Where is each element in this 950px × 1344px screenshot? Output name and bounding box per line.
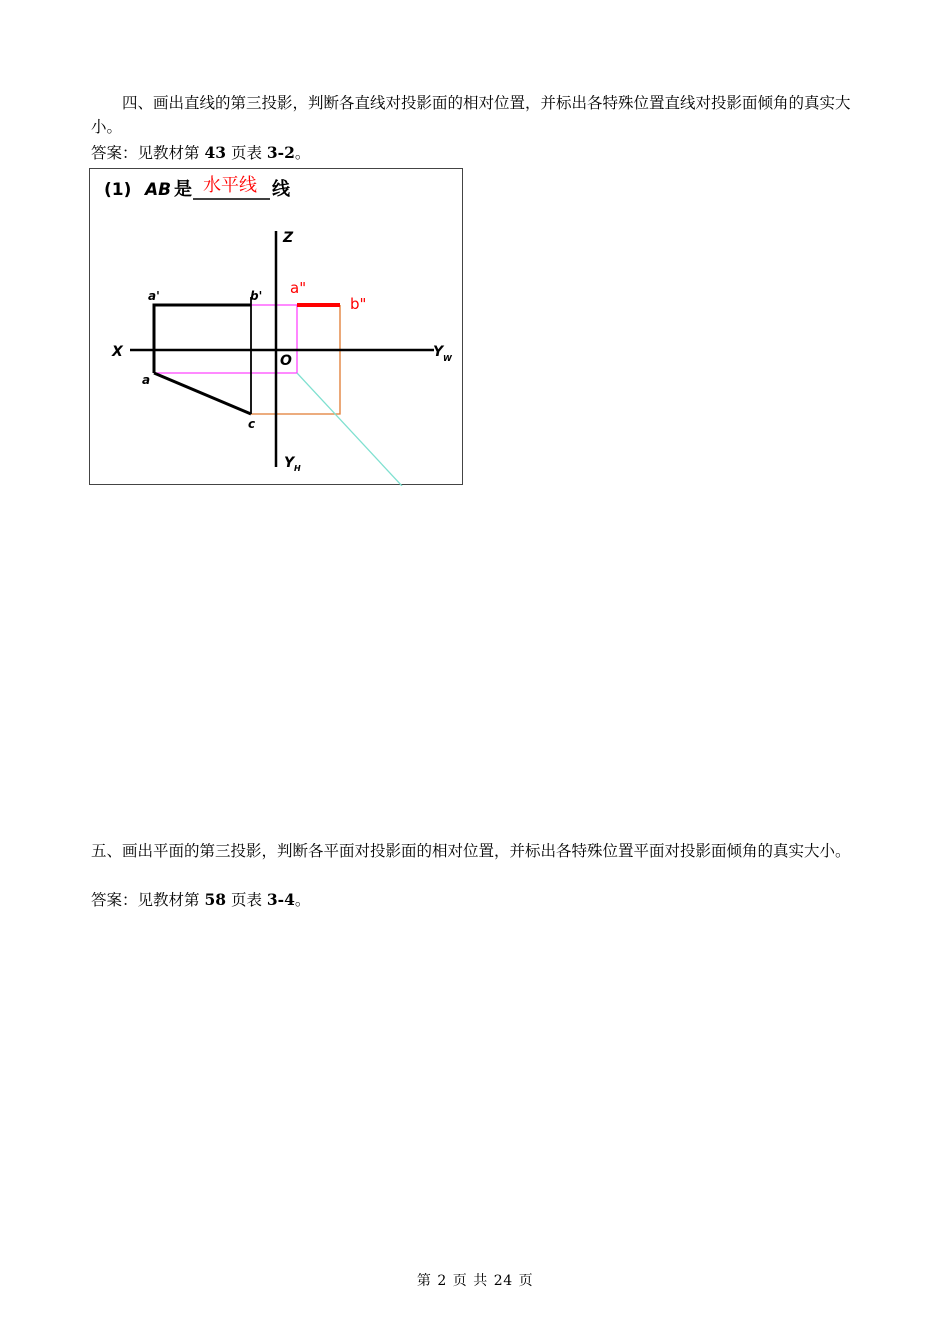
construction-line-45deg <box>297 373 402 486</box>
answer-suffix: 。 <box>294 891 311 909</box>
section5-answer <box>91 888 863 912</box>
answer-prefix: 答案：见教材第 <box>91 891 205 909</box>
footer-page-number: 2 <box>437 1273 447 1289</box>
answer-mid: 页表 <box>226 144 267 162</box>
answer-table-number: 3-4 <box>266 890 295 909</box>
footer-di: 第 <box>416 1273 432 1289</box>
axis-label-yh-sub: H <box>294 464 301 473</box>
figure-title-prefix: (1) <box>104 180 132 200</box>
axis-label-yw-sub: W <box>443 354 452 363</box>
figure-title-ab: AB <box>145 180 172 200</box>
point-label-b-prime: b' <box>250 289 263 303</box>
figure-title-suffix: 线 <box>272 179 290 200</box>
answer-page-number: 58 <box>204 890 227 909</box>
point-label-b-double-prime: b" <box>350 295 367 313</box>
origin-label: O <box>280 353 292 369</box>
answer-page-number: 43 <box>204 143 227 162</box>
footer-ye2: 页 <box>518 1273 534 1289</box>
answer-mid: 页表 <box>226 891 267 909</box>
footer-ye: 页 <box>452 1273 468 1289</box>
footer-gong: 共 <box>473 1273 488 1289</box>
top-projection-ac <box>154 373 251 414</box>
section5-question: 五、画出平面的第三投影，判断各平面对投影面的相对位置，并标出各特殊位置平面对投影面倾角的真实大小。 <box>91 842 851 860</box>
projection-figure <box>89 168 463 485</box>
axis-label-yh: Y <box>284 455 295 471</box>
point-label-a-prime: a' <box>148 289 160 303</box>
point-label-c: c <box>248 417 256 431</box>
section4-question: 四、画出直线的第三投影，判断各直线对投影面的相对位置，并标出各特殊位置直线对投影面倾角的真实大小。 <box>91 94 851 136</box>
projection-drawing <box>90 169 464 486</box>
answer-prefix: 答案：见教材第 <box>91 144 205 162</box>
point-label-a: a <box>142 373 151 387</box>
axis-label-yw: Y <box>433 344 444 360</box>
axis-label-x: X <box>112 344 123 360</box>
front-projection-and-projector <box>154 305 251 373</box>
axis-label-z: Z <box>283 230 294 246</box>
page-footer <box>0 1270 950 1290</box>
answer-suffix: 。 <box>294 144 311 162</box>
answer-table-number: 3-2 <box>266 143 295 162</box>
figure-title-is: 是 <box>174 179 192 200</box>
point-label-a-double-prime: a" <box>290 279 307 297</box>
footer-total-pages: 24 <box>493 1273 513 1289</box>
section4-answer <box>91 141 863 165</box>
handwritten-answer: 水平线 <box>203 175 257 196</box>
construction-line-orange <box>251 305 340 414</box>
